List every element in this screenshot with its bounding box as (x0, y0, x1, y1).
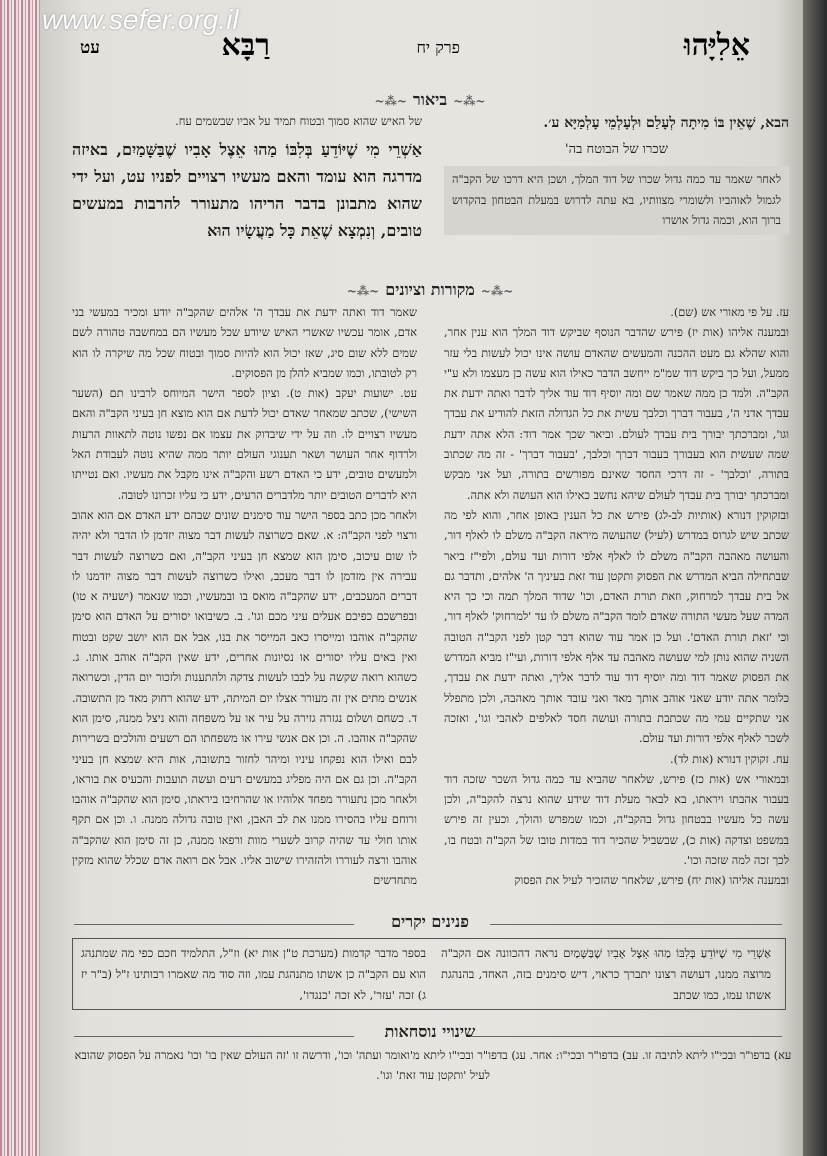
sources-heading: ~⁂~מקורות וציונים~⁂~ (346, 280, 514, 299)
source-note: שאמר דוד ואתה ידעת את עבדך ה' אלהים שהקב"ה יודע ומכיר במעשי בני אדם, אומר עכשיו שאשרי האיש שיודע שכל מעשיו הם במחשבה טהורה לשם שמים ללא שום סיג, שאז יכול הוא להיות סמוך ובטוח שכל מה שיקרה לו הוא רק לטובתו, וכמו שמביא להלן מן הפסוקים. (72, 306, 417, 380)
source-note: עז. על פי מאורי אש (שם). (670, 306, 789, 319)
pninim-box (72, 938, 786, 1010)
variants-heading: שינויי נוסחאות (384, 1022, 476, 1041)
source-note: ובמענה אליהו (אות יח) פירש, שלאחר שהזכיר לעיל את הפסוק (514, 874, 789, 888)
page-number: עט (80, 38, 100, 58)
divider (74, 924, 354, 925)
divider (470, 1036, 782, 1037)
book-title: אֵלִיָּהוּ (683, 28, 750, 63)
pninim-heading: פנינים יקרים (391, 912, 469, 931)
sources-left-column (72, 303, 417, 903)
biur-left-top: של האיש שהוא סמוך ובטוח תמיד על אביו שבשמים עח. (175, 115, 422, 128)
source-note: ובמאורי אש (אות כז) פירש, שלאחר שהביא עד כמה גדול השכר שזכה דוד בעבור אהבתו ויראתו, בא לבאר מעלת דוד שידע שהוא נרצה להקב"ה, ולכן עשה כל מעשיו בבטחון גדול בהקב"ה, וכמו שמפרש והולך, וכעין זה פירש במשפט וצדקה (אות כ), שבשביל שהכיר דוד במדות טובו של הקב"ה ובטח בו, לכך זכה למה שזכה וכו'. (444, 772, 789, 868)
biur-right-block (444, 112, 789, 235)
variants-text: עא) בדפו"ר ובכי"ו ליתא לתיבה זו. עב) בדפו"ר ובכי"ו: אחר. עג) בדפו"ר ובכי"ו ליתא מ'ואומר ועתה' וכו', ודרשה זו 'זה העולם שאין בו' וכו' נאמרה על הפסוק שהובא לעיל 'ותקטן עוד זאת' וגו'. (74, 1049, 792, 1083)
biur-left-block (72, 112, 422, 244)
biur-shaded-summary: לאחר שאמר עד כמה גדול שכרו של דוד המלך, ושכן היא דרכו של הקב"ה לגמול לאוהביו ולשומרי מצוותיו, בא עתה לדרוש במעלת הבטחון בהקדוש ברוך הוא, וכמה גדול אושרו (444, 166, 789, 235)
biur-right-text: הבא, שֶׁאֵין בּוֹ מִיתָה לְעָלַם וּלְעָלְמֵי עָלְמַיָּא ע׳. (543, 115, 789, 131)
chapter-label: פרק יח (416, 38, 460, 57)
biur-heading: ~⁂~ביאור~⁂~ (374, 90, 486, 109)
facing-page-shadow (803, 0, 827, 1156)
source-note: ולאחר מכן כתב בספר הישר עוד סימנים שונים שבהם ידע האדם אם הוא אהוב ורצוי לפני הקב"ה: א. שאם כשרוצה לעשות דבר מצוה יזדמן לו הדבר ולא יהיה לו שום עיכוב, סימן הוא שמצא חן בעיני הקב"ה, ואם כשרוצה לעשות דבר עבירה אין מזדמן לו דבר מעכב, ואילו כשרוצה לעשות דבר מצוה יזדמנו לו דברים המעכבים, ידע שהקב"ה מואס בו ובמעשיו, וכמו שנאמר (ישעיה א טו) ובפרשכם כפיכם אעלים עיני מכם וגו'. ב. כשיבואו יסורים על האדם הוא סימן שהקב"ה אוהבו ומייסרו כאב המייסר את בנו, אבל אם הוא יושב שקט ובטוח ואין באים עליו יסורים או נסיונות אחרים, ידע שאין הקב"ה אוהב אותו. ג. כשהוא רואה שקשה על לבבו לעשות צדקה ולהתענות ולזכור יום הדין, וכשרואה אנשים מתים אין זה מעורר אצלו יום המיתה, ידע שהוא רחוק מאד מן התשובה. ד. כשחם ושלום נגזרה גזירה על עיר או על משפחה והוא ניצל ממנה, סימן הוא שהקב"ה אוהבו. ה. וכן אם אנשי עירו או משפחתו הם רשעים והולכים בשרירות לבם ואילו הוא נפקחו עיניו ומיהר לחזור בתשובה, אות היא שמצא חן בעיני הקב"ה. וכן גם אם היה מפליג במעשים רעים ועשה תועבות והכעיס את בוראו, ולאחר מכן נתעורר מפחד אלוהיו או שהרחיבו ביראתו, סימן הוא שהקב"ה אוהבו ורוחם עליו בהסירו ממנו את לב האבן, ואין טובה גדולה ממנה. ו. וכן אם תקף אותו חולי עד שהיה קרוב לשערי מוות ורפאו ממנה, כן זה סימן הוא שהקב"ה אוהבו ורצה לעוררו ולהזהירו שישוב אליו. אבל אם רואה אדם שכלל שהוא מזקין מתחדשים (72, 508, 417, 888)
biur-main-text: אַשְׁרֵי מִי שֶׁיּוֹדֵעַ בְּלִבּוֹ מַהוּ אֵצֶל אָבִיו שֶׁבַּשָּׁמַיִם, באיזה מדרגה הוא עומד והאם מעשיו רצויים לפניו עט, ועל ידי שהוא מתבונן בדבר הריהו מתעורר להרבות במעשים טובים, וְנִמְצָא שֶׁאֵת כָּל מַעֲשָׂיו הוּא (72, 140, 422, 241)
source-note: ובזקוקין דנורא (אותיות לב-לג) פירש את כל הענין באופן אחר, והוא לפי מה שכתב שיש לגרוס במדרש (לעיל) שהעושה מיראה הקב"ה משלם לו לאלף דור, והעושה מאהבה הקב"ה משלם לו לאלף אלפי דורות ועד עולם, ולפי"ז ביאר שבתחילה הביא המדרש את הפסוק ותקטן עוד זאת בעיניך ה' אלהים, ותדבר גם אל בית עבדך למרחוק, וזאת תורת האדם, וכו' שדוד המלך תמה וכי כך היא המדה שעל מעשי התורה שאדם לומד הקב"ה משלם לו עד 'למרחוק' לאלף דור, וכי 'זאת תורת האדם'. ועל כן אמר עוד שהוא דבר קטן לפני הקב"ה הטובה השניה שהוא נותן למי שעושה מאהבה עד אלף אלפי דורות, ועי"ז מביא המדרש את הפסוק שאמר דוד ומה יוסיף דוד עוד לדבר אליך, ואתה ידעת את עבדך, כלומר אתה יודע שאני אוהב אותך מאד ואני עובד אותך מאהבה, ולכן מתפלל אני שתקיים עמי מה שכתבת בתורה ועושה חסד לאלפים לאהבי וגו', ואזכה לשכר לאלף אלפי דורות ועד עולם. (444, 508, 789, 746)
source-note: ובמענה אליהו (אות יז) פירש שהדבר הנוסף שביקש דוד המלך הוא ענין אחר, והוא שהלא גם מעט ההכנה והמעשים שהאדם עושה אינו יכול לעשות בלי עזר ממעל, ועל כך ביקש דוד שמ"מ ייחשב הדבר כאילו הוא עשה כן מעצמו ולא ע"י הקב"ה. ולמד כן ממה שאמר שם ומה יוסיף דוד עוד אליך לדבר ואתה ידעת את עבדך אדני ה', בעבור דברך וכלבך עשית את כל הגדולה הזאת להודיע את עבדך וגו', ומברכתך יבורך בית עבדך לעולם. וביאר שכך אמר דוד: הלא אתה ידעת שמה שעשית הוא בעבורך בעבור דברך וכלבך, 'בעבור דברך' - זה מה שכתוב בתורה, 'וכלבך' - זה דרכי החסד שאינם מפורשים בתורה, ועל אני מבקש ומברכתך יבורך בית עבדך לעולם שיהא נחשב כאילו הוא העושה ולא אתה. (444, 326, 789, 502)
section-title: רַבָּא (221, 28, 270, 63)
divider (74, 1036, 354, 1037)
biur-subheading: שכרו של הבוטח בה' (565, 142, 668, 157)
watermark: www.sefer.org.il (42, 4, 239, 35)
sources-right-column (444, 303, 789, 903)
divider (490, 924, 782, 925)
page-edges (0, 0, 42, 1156)
source-note: עח. זקוקין דנורא (אות לד). (669, 752, 789, 766)
running-header (70, 28, 790, 68)
source-note: עט. ישועות יעקב (אות ט). וציון לספר הישר המיוחס לרבינו תם (השער השישי), שכתב שמאחר שאדם יכול לדעת אם הוא מוצא חן בעיני הקב"ה והאם מעשיו רצויים לו. וזה על ידי שיבדוק את עצמו אם נפשו נוטה לתאוות הרעות ולרדוף אחר העושר ושאר תענוגי העולם יותר ממה שהיא נוטה לעבודת האל ולמעשים טובים, ידע כי האדם רשע והקב"ה אינו מקבל את מעשיו. ואם נטייתו היא לדברים הטובים יותר מלדברים הרעים, ידע כי עליו זכרונו לטובה. (72, 387, 417, 502)
pninim-left: בספר מדבר קדמות (מערכת ט"ן אות יא) וז"ל, התלמיד חכם כפי מה שמתנהג הוא עם הקב"ה כן אשתו מתנהגת עמו, וזה סוד מה שאמרו רבותינו ז"ל (ב"ר יז ג) זכה 'עזר', לא זכה 'כנגדו', (81, 946, 426, 1002)
pninim-right: אַשְׁרֵי מִי שֶׁיּוֹדֵעַ בְּלִבּוֹ מַהוּ אֵצֶל אָבִיו שֶׁבַּשָּׁמַיִם נראה דהכוונה אם הקב"ה מרוצה ממנו, דעושה רצונו יתברך כראוי, דיש סימנים בזה, האחד, בהנהגת אשתו עמו, כמו שכתב (441, 946, 771, 1002)
